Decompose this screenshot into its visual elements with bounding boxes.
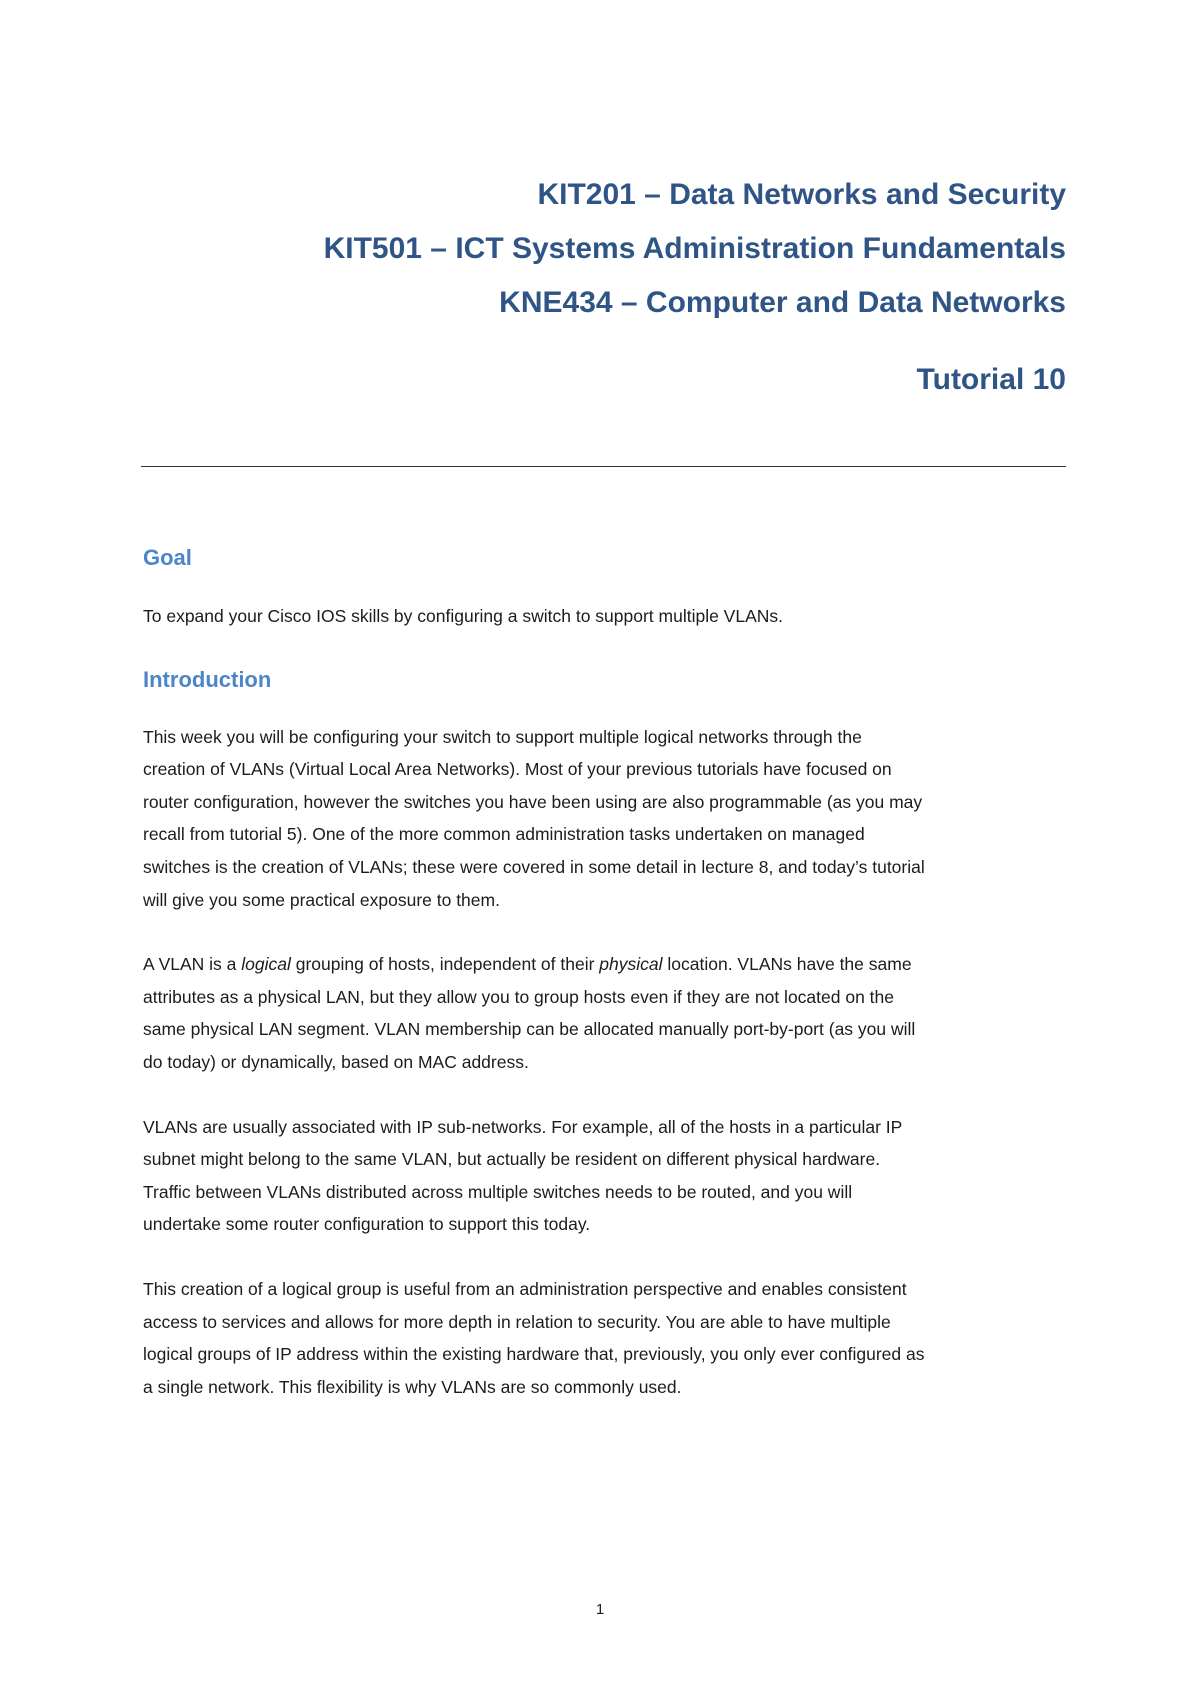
paragraph-line: do today) or dynamically, based on MAC address. (143, 1051, 529, 1072)
text-run: location. VLANs have the same (662, 954, 912, 975)
text-run: A VLAN is a (143, 954, 242, 975)
document-body (143, 540, 1073, 1403)
goal-heading: Goal (143, 545, 192, 570)
emphasis-logical: logical (241, 954, 291, 975)
paragraph-line: undertake some router configuration to support this today. (143, 1214, 591, 1235)
page-number: 1 (595, 1601, 605, 1618)
intro-paragraph-2 (143, 948, 1073, 1078)
paragraph-line: router configuration, however the switches you have been using are also programmable (as you may (143, 791, 923, 812)
paragraph-line: VLANs are usually associated with IP sub-networks. For example, all of the hosts in a particular IP (143, 1116, 903, 1137)
paragraph-line: same physical LAN segment. VLAN membership can be allocated manually port-by-port (as you will (143, 1019, 916, 1040)
intro-paragraph-1 (143, 721, 1073, 917)
intro-paragraph-3 (143, 1111, 1073, 1241)
intro-paragraph-4 (143, 1273, 1073, 1403)
horizontal-divider (141, 466, 1066, 467)
emphasis-physical: physical (599, 954, 663, 975)
paragraph-line: a single network. This flexibility is why VLANs are so commonly used. (143, 1376, 682, 1397)
text-run: grouping of hosts, independent of their (290, 954, 600, 975)
title-block (324, 168, 1066, 407)
paragraph-line: switches is the creation of VLANs; these were covered in some detail in lecture 8, and today’s tutorial (143, 856, 925, 877)
course-title-kne434: KNE434 – Computer and Data Networks (499, 286, 1066, 319)
paragraph-line: recall from tutorial 5). One of the more common administration tasks undertaken on managed (143, 824, 865, 845)
course-title-kit501: KIT501 – ICT Systems Administration Fundamentals (323, 232, 1066, 265)
paragraph-line: This creation of a logical group is useful from an administration perspective and enables consistent (143, 1278, 907, 1299)
course-title-kit201: KIT201 – Data Networks and Security (537, 178, 1066, 211)
paragraph-line: creation of VLANs (Virtual Local Area Networks). Most of your previous tutorials have focused on (143, 759, 892, 780)
introduction-heading: Introduction (143, 666, 272, 692)
goal-text: To expand your Cisco IOS skills by configuring a switch to support multiple VLANs. (143, 606, 784, 626)
tutorial-title: Tutorial 10 (916, 363, 1066, 396)
paragraph-line: This week you will be configuring your switch to support multiple logical networks through the (143, 726, 862, 747)
paragraph-line: attributes as a physical LAN, but they allow you to group hosts even if they are not located on the (143, 986, 895, 1007)
paragraph-line: subnet might belong to the same VLAN, but actually be resident on different physical hardware. (143, 1149, 881, 1170)
paragraph-line: access to services and allows for more depth in relation to security. You are able to have multiple (143, 1311, 891, 1332)
paragraph-line: will give you some practical exposure to them. (143, 889, 500, 910)
paragraph-line: Traffic between VLANs distributed across multiple switches needs to be routed, and you will (143, 1181, 853, 1202)
paragraph-line (143, 948, 1073, 981)
paragraph-line: logical groups of IP address within the existing hardware that, previously, you only ever configured as (143, 1344, 925, 1365)
